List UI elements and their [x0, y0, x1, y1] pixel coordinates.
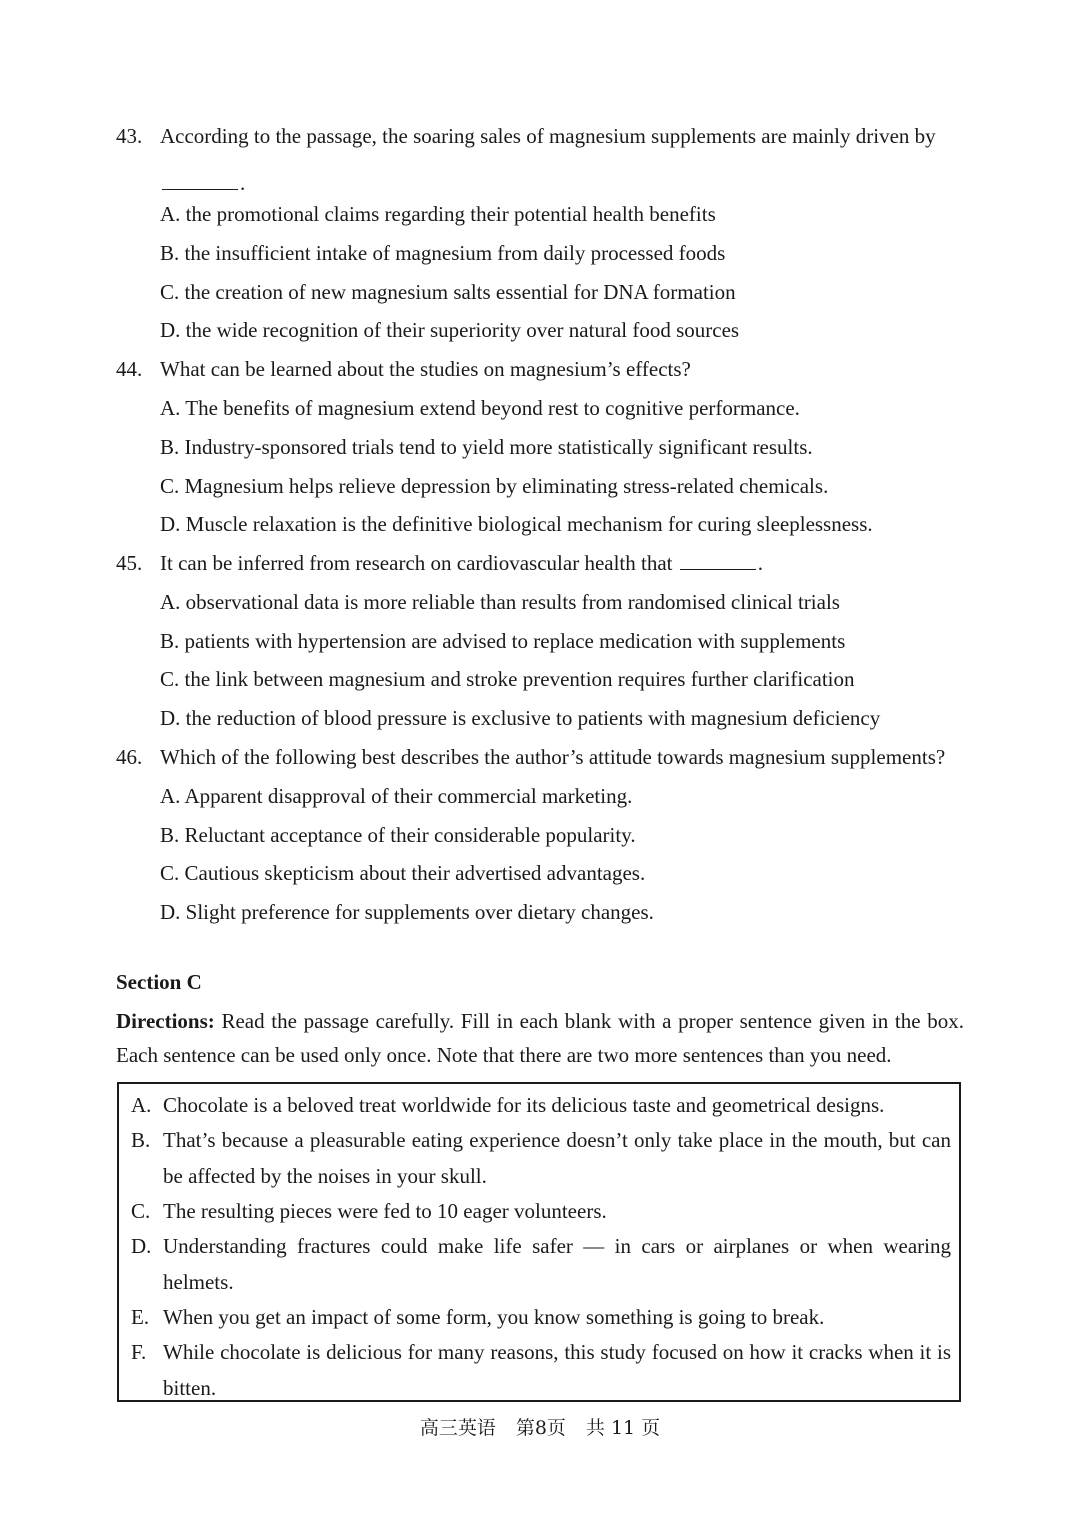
- box-item-f: [131, 1335, 951, 1406]
- page-footer: [0, 1413, 1080, 1440]
- option-43-a: A. the promotional claims regarding their potential health benefits: [160, 202, 716, 226]
- box-item-letter: B.: [131, 1128, 151, 1152]
- stem-period: .: [757, 551, 763, 575]
- option-45-a: A. observational data is more reliable than results from randomised clinical trials: [160, 590, 840, 614]
- box-item-text: Chocolate is a beloved treat worldwide for its delicious taste and geometrical designs.: [163, 1093, 885, 1117]
- question-text: What can be learned about the studies on magnesium’s effects?: [160, 357, 691, 381]
- option-46-c: C. Cautious skepticism about their advertised advantages.: [160, 861, 646, 885]
- option-46-d: D. Slight preference for supplements over dietary changes.: [160, 900, 654, 924]
- box-item-text: Understanding fractures could make life safer — in cars or airplanes or when wearing helmets.: [163, 1234, 951, 1294]
- box-item-letter: F.: [131, 1340, 147, 1364]
- stem-period: .: [240, 171, 246, 195]
- question-46-stem: [116, 745, 945, 770]
- box-item-letter: E.: [131, 1305, 150, 1329]
- option-45-c: C. the link between magnesium and stroke prevention requires further clarification: [160, 667, 855, 691]
- option-45-d: D. the reduction of blood pressure is exclusive to patients with magnesium deficiency: [160, 706, 881, 730]
- question-text: It can be inferred from research on cardiovascular health that: [160, 551, 673, 575]
- option-44-a: A. The benefits of magnesium extend beyond rest to cognitive performance.: [160, 396, 800, 420]
- question-44-stem: [116, 357, 691, 382]
- option-46-a: A. Apparent disapproval of their commercial marketing.: [160, 784, 633, 808]
- question-text: Which of the following best describes the author’s attitude towards magnesium supplements?: [160, 745, 946, 769]
- question-number: 44.: [116, 357, 143, 381]
- section-title: Section C: [116, 970, 202, 994]
- box-item-text: When you get an impact of some form, you know something is going to break.: [163, 1305, 825, 1329]
- directions: [116, 1004, 964, 1072]
- option-44-b: B. Industry-sponsored trials tend to yield more statistically significant results.: [160, 435, 813, 459]
- question-number: 43.: [116, 124, 143, 148]
- box-item-c: [131, 1194, 951, 1230]
- box-item-text: While chocolate is delicious for many reasons, this study focused on how it cracks when it is bitten.: [163, 1340, 951, 1400]
- question-43-stem: [116, 124, 936, 149]
- box-item-letter: D.: [131, 1234, 152, 1258]
- option-44-c: C. Magnesium helps relieve depression by eliminating stress-related chemicals.: [160, 474, 829, 498]
- box-item-a: [131, 1088, 951, 1124]
- question-number: 45.: [116, 551, 143, 575]
- footer-page-number: 第8页: [515, 1417, 566, 1439]
- option-44-d: D. Muscle relaxation is the definitive biological mechanism for curing sleeplessness.: [160, 512, 873, 536]
- question-number: 46.: [116, 745, 143, 769]
- sentence-box: [117, 1082, 961, 1402]
- option-43-b: B. the insufficient intake of magnesium from daily processed foods: [160, 241, 726, 265]
- directions-text: Read the passage carefully. Fill in each blank with a proper sentence given in the box. Each sentence can be used only once. Note that there are two more sentences than you need.: [116, 1009, 964, 1067]
- box-item-text: The resulting pieces were fed to 10 eager volunteers.: [163, 1199, 607, 1223]
- directions-label: Directions:: [116, 1009, 215, 1033]
- question-text: According to the passage, the soaring sales of magnesium supplements are mainly driven by: [160, 124, 936, 148]
- box-item-e: [131, 1300, 951, 1336]
- question-45-stem: [116, 551, 763, 576]
- blank-line: [162, 171, 238, 190]
- box-item-b: [131, 1123, 951, 1194]
- footer-total-pages: 共 11 页: [585, 1417, 661, 1439]
- box-item-letter: A.: [131, 1093, 152, 1117]
- blank-line: [680, 551, 756, 570]
- option-43-d: D. the wide recognition of their superiority over natural food sources: [160, 318, 740, 342]
- option-45-b: B. patients with hypertension are advised to replace medication with supplements: [160, 629, 846, 653]
- box-item-letter: C.: [131, 1199, 151, 1223]
- option-46-b: B. Reluctant acceptance of their considerable popularity.: [160, 823, 636, 847]
- box-item-d: [131, 1229, 951, 1300]
- footer-subject: 高三英语: [419, 1417, 496, 1439]
- answer-blank-43: [160, 171, 245, 196]
- box-item-text: That’s because a pleasurable eating experience doesn’t only take place in the mouth, but can be affected by the noises in your skull.: [163, 1128, 951, 1188]
- option-43-c: C. the creation of new magnesium salts essential for DNA formation: [160, 280, 736, 304]
